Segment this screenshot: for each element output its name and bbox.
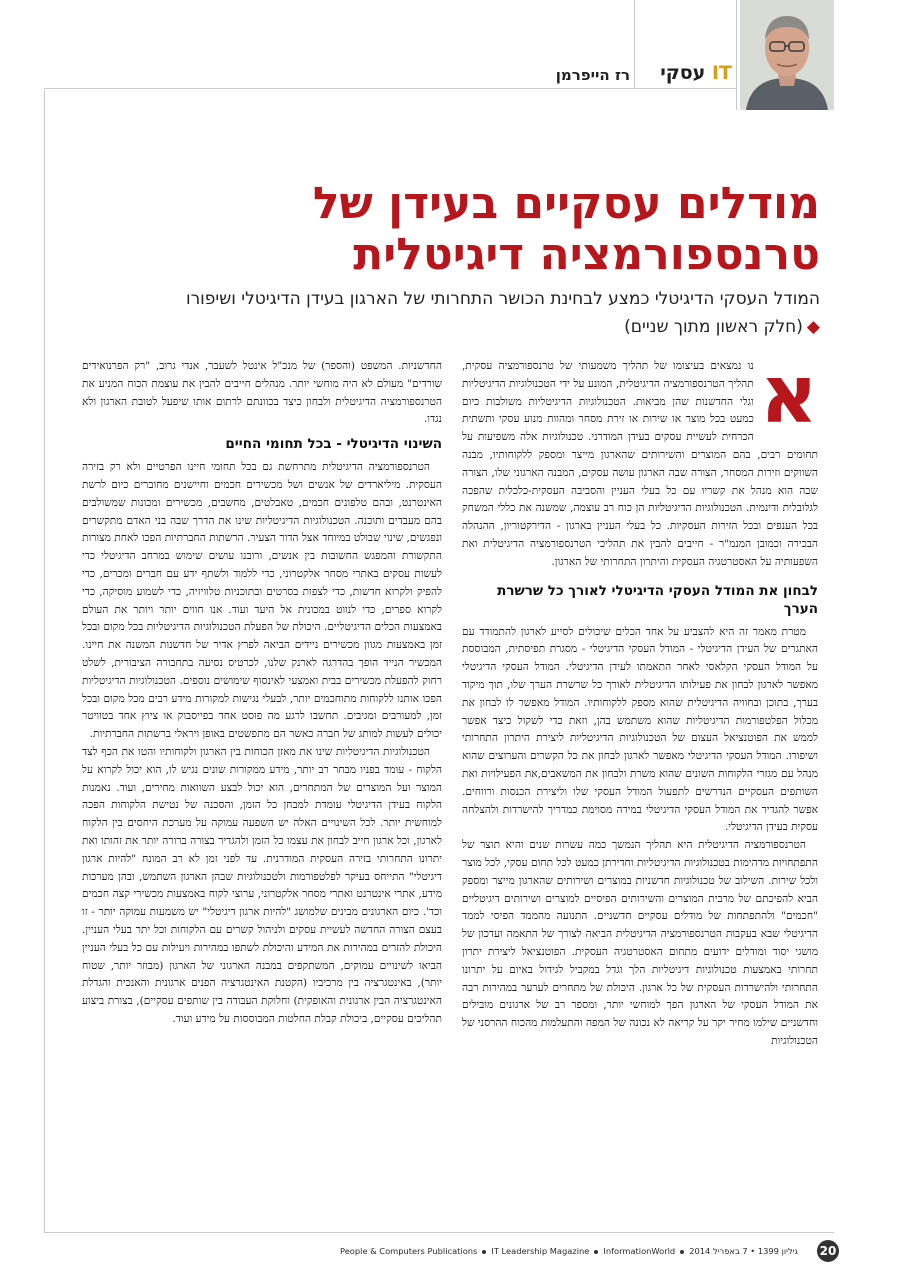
footer-magazine: IT Leadership Magazine [491, 1246, 590, 1256]
article-subtitle [80, 285, 820, 341]
author-portrait-icon [740, 0, 834, 110]
header-divider-a [634, 0, 635, 88]
header-divider-b [736, 0, 737, 110]
paragraph: החדשניות. המשפט (והספר) של מנכ"ל אינטל לשעבר, אנדי גרוב, "רק הפרנואידים שורדים" מעולם לא היה מוחשי יותר. מנהלים חייבים להבין את עוצמת הכוח המניע את הטרנספורמציה הדיגיטלית ולבחון כיצד בכוונתם לרתום אותו שיפעל לטובת הארגון ולא נגדו. [82, 360, 442, 426]
column-title [640, 62, 732, 84]
paragraph: הטרנספורמציה הדיגיטלית היא תהליך הנמשך כמה עשרות שנים והיא תוצר של התפתחויות מדהימות בטכנולוגיות הדיגיטליות וחדירתן כמעט לכל תחום עסקי, לכל מוצר ולכל שירות. השילוב של טכנולוגיות חדשניות במוצרים ושירותים שהארגון מייצר ומספק הביא להפיכתם של מרבית המוצרים והשירותים הפיסיים למוצרים ושירותים דיגיטליים "חכמים" ולהתפתחות של מודלים עסקיים חדשניים. התנועה מהממד הפיסי לממד הדיגיטלי שבא בעקבות הטרנספורמציה הדיגיטלית הביאה לצורך של התאמה ועדכון של מושגי יסוד ומודלים ידועים מתחום האסטרטגיה העסקית. הפוטנציאל ליצירת יתרון תחרותי באמצעות טכנולוגיות דיגיטליות הלך וגדל במקביל לגידול באיום על יתרונו התחרותי ולהישרדות העסקית של כל ארגון. היכולת של מתחרים לערער במהירות רבה את המודל העסקי של הארגון הפך למוחשי יותר, ומספר רב של ארגונים מובילים וחדשניים שילמו מחיר יקר על קריאה לא נכונה של המפה והתעלמות מהכוח ההרסני של הטכנולוגיות [462, 839, 818, 1047]
footer-rule [44, 1232, 834, 1233]
drop-cap: א [759, 348, 818, 441]
page-number: 20 [817, 1240, 839, 1262]
article-column-right [462, 348, 818, 1051]
article-title [150, 178, 820, 280]
article-column-left [82, 358, 442, 1029]
page-footer [340, 1246, 818, 1256]
section-heading: לבחון את המודל העסקי הדיגיטלי לאורך כל שרשרת הערך [497, 582, 818, 617]
article-subtitle-line-1: המודל העסקי הדיגיטלי כמצע לבחינת הכושר התחרותי של הארגון בעידן הדיגיטלי ושיפורו [185, 289, 820, 309]
article-title-line-1: מודלים עסקיים בעידן של [312, 178, 820, 229]
article-subtitle-line-2: (חלק ראשון מתוך שניים) [624, 317, 803, 337]
bullet-icon [594, 1250, 598, 1254]
footer-site: InformationWorld [603, 1246, 676, 1256]
article-title-line-2: טרנספורמציה דיגיטלית [353, 229, 820, 280]
section-heading: השינוי הדיגיטלי - בכל תחומי החיים [225, 436, 442, 453]
column-title-it: IT [711, 62, 732, 84]
footer-issue: גיליון 1399 • 7 באפריל 2014 [689, 1246, 798, 1256]
column-title-name: עסקי [660, 62, 706, 84]
author-photo [740, 0, 834, 110]
paragraph: מטרת מאמר זה היא להצביע על אחד הכלים שיכולים לסייע לארגון להתמודד עם האתגרים של העידן הדיגיטלי - המודל העסקי הדיגיטלי - מסגרת תפיסתית, המבוססת על המודל העסקי הקלאסי לאחר התאמתו לעידן הדיגיטלי. המודל העסקי הדיגיטלי מאפשר לארגון לבחון את פעילותו הדיגיטלית לאורך כל שרשרת הערך שלו, תוך מיקוד בערך, בתוכן ובחוויה הדיגיטלית שהוא מספק ללקוחותיו. המודל מאפשר לו לבחון את מכלול הפלטפורמות הדיגיטליות שהוא משתמש בהן, וזאת כדי לשקול כיצד אפשר לממש את הפוטנציאל העצום של הטכנולוגיות הדיגיטליות ליצירת היתרון התחרותי ושיפורו. המודל העסקי הדיגיטלי מאפשר לארגון לבחון את כל הקשרים והערוצים שהוא מנהל עם מגזרי הלקוחות השונים שהוא משרת ולבחון את המשאבים,את הפעילויות ואת השותפים העסקיים הנדרשים לתפעול המודל העסקי שלו וליצירת הכנסות ורווחים. אפשר להגדיר את המודל העסקי הדיגיטלי במידה מסוימת כמדריך להישרדות ולהצלחה עסקית בעידן הדיגיטלי. [462, 625, 818, 834]
diamond-bullet-icon: ◆ [806, 317, 820, 337]
footer-publisher: People & Computers Publications [340, 1246, 478, 1256]
author-name: רז הייפרמן [555, 66, 630, 84]
header-rule [44, 88, 736, 89]
left-margin-rule [44, 90, 45, 1232]
paragraph: הטרנספורמציה הדיגיטלית מתרחשת גם בכל תחומי חיינו הפרטיים ולא רק בזירה העסקית. מיליארדים של אנשים ושל מכשירים חכמים וחיישנים מחוברים כיום לרשת האינטרנט, ובהם טלפונים חכמים, טאבלטים, מחשבים, מכשירים ומכונות שמשולבים בהם מעבדים ותוכנה. הטכנולוגיות הדיגיטליות שינו את הדרך שבה בני האדם מתקשרים ונפגשים, שינוי שבולט במיוחד אצל הדור הצעיר. הרשתות החברתיות הפכו לאחת מצורות התקשורת והמפגש החשובות בין אנשים, ורובנו עושים שימוש במרחב הדיגיטלי כדי לעשות עסקים באתרי מסחר אלקטרוני, כדי ללמוד ולשתף ידע עם חברים ומכרים, כדי להפיק ולקרוא חדשות, כדי לצפות בסרטים ובתוכניות טלוויזיה, כדי לשמוע מוסיקה, כדי לקרוא ספרים, כדי לנווט במכונית אל היעד ועוד. אנו חווים יותר ויותר את העולם באמצעות הכלים הדיגיטליים. היכולת של הפעלת הטכנולוגיות הדיגיטליות בכל מקום ובכל זמן באמצעות מגוון מכשירים ניידים הביאה לפרץ אדיר של חדשנות המשנה את חיינו. המכשיר הנייד הופך בהדרגה לארנק שלנו, לכרטיס נסיעה בתחבורה הציבורית, לשלט רחוק להפעלת מכשירים בבית ואמצעי לאינסוף שימושים נוספים. הטכנולוגיות הדיגיטליות הפכו אותנו ללקוחות מתוחכמים יותר, לבעלי נגישות למקורות מידע רבים מכל מקום ובכל זמן, למעורבים ומגיבים. תחשבו לרגע מה פוסט אחד בפייסבוק או ציוץ אחד בטוויטר יכולים לעשות למותג של חברה כאשר הם מתפשטים באופן ויראלי ברשתות החברתיות. [82, 461, 442, 741]
bullet-icon [482, 1250, 486, 1254]
paragraph: נו נמצאים בעיצומו של תהליך משמעותי של טרנספורמציה עסקית, תהליך הטרנספורמציה הדיגיטלית, המונע על ידי הטכנולוגיות הדיגיטליות וגלי החדשנות שהן מביאות. הטכנולוגיות הדיגיטליות משולבות כיום כמעט בכל מוצר או שירות או זירת מסחר ומהוות מנוע עסקי ותשתית הכרחית לעשיית עסקים בעידן המודרני. טכנולוגיות אלה משפיעות על תחומים רבים, בהם המוצרים והשירותים שהארגון מייצר ומספק ללקוחותיו, מבנה השווקים וזירות המסחר, הצורה שבה הארגון עושה עסקים, המבנה הארגוני שלו, הצורה שבה הוא מנהל את קשריו עם כל בעלי העניין והסביבה העסקית-כלכלית שהפכה לגלובלית ודינמית. הטכנולוגיות הדיגיטליות הן כוח רב עוצמה, שמשנה את כללי המשחק בכל הענפים ובכל הזירות העסקיות. כל בעלי העניין בארגון - הדירקטוריון, ההנהלה הבכירה וכמובן המנמ"ר - חייבים להבין את תהליכי הטרנספורמציה הדיגיטלית ואת השפעותיה על האסטרטגיה העסקית והיתרון התחרותי של הארגון. [462, 360, 818, 568]
bullet-icon [680, 1250, 684, 1254]
paragraph: הטכנולוגיות הדיגיטליות שינו את מאזן הכוחות בין הארגון ולקוחותיו והטו את הכף לצד הלקוח - עומד בפניו מבחר רב יותר, מידע ממקורות שונים נגיש לו, הוא יכול לקרוא על המוצר ועל המוצרים של המתחרים, הוא יכול לבצע השוואות מחירים, ועוד. נאמנות הלקוח בעידן הדיגיטלי עומדת למבחן כל הזמן, והסכנה של נטישת הלקוחות הפכה למוחשית יותר. לכל השינויים האלה יש השפעה עמוקה על מערכת היחסים בין הלקוח לארגון, וכל ארגון חייב לבחון את עצמו כל הזמן ולהגדיר בצורה ברורה יותר את זהותו ואת יתרונו התחרותי בזירה העסקית המודרנית. עד לפני זמן לא רב המונח "להיות ארגון דיגיטלי" התייחס בעיקר לפלטפורמות ולטכנולוגיות שבהן הארגון השתמש, ובהן מערכות מידע, אתרי אינטרנט ואתרי מסחר אלקטרוני, ערוצי לקוח באמצעות מכשירי קצה חכמים וכד'. כיום הארגונים מבינים שלמושג "להיות ארגון דיגיטלי" יש משמעות עמוקה יותר - זו בעצם הצורה החדשה לעשיית עסקים ולניהול קשרים עם הלקוחות וכל יתר בעלי העניין. היכולת להזרים במהירות את המידע והיכולת לשתפו במהירות ויעילות עם כל בעלי העניין הביאו לשינויים עמוקים, המשתקפים במבנה הארגוני של הארגון (מבוזר יותר, שטוח יותר), באינטגרציה בין מרכיביו (הקטנת האינטגרציה הפנים ארגונית והאנכית והגדלת האינטגרציה הבין ארגונית והאופקית) וחלוקת העבודה בין שותפים עסקיים), בצורת ביצוע תהליכים עסקיים, ביכולת קבלת החלטות המבוססות על מידע ועוד. [82, 745, 442, 1025]
